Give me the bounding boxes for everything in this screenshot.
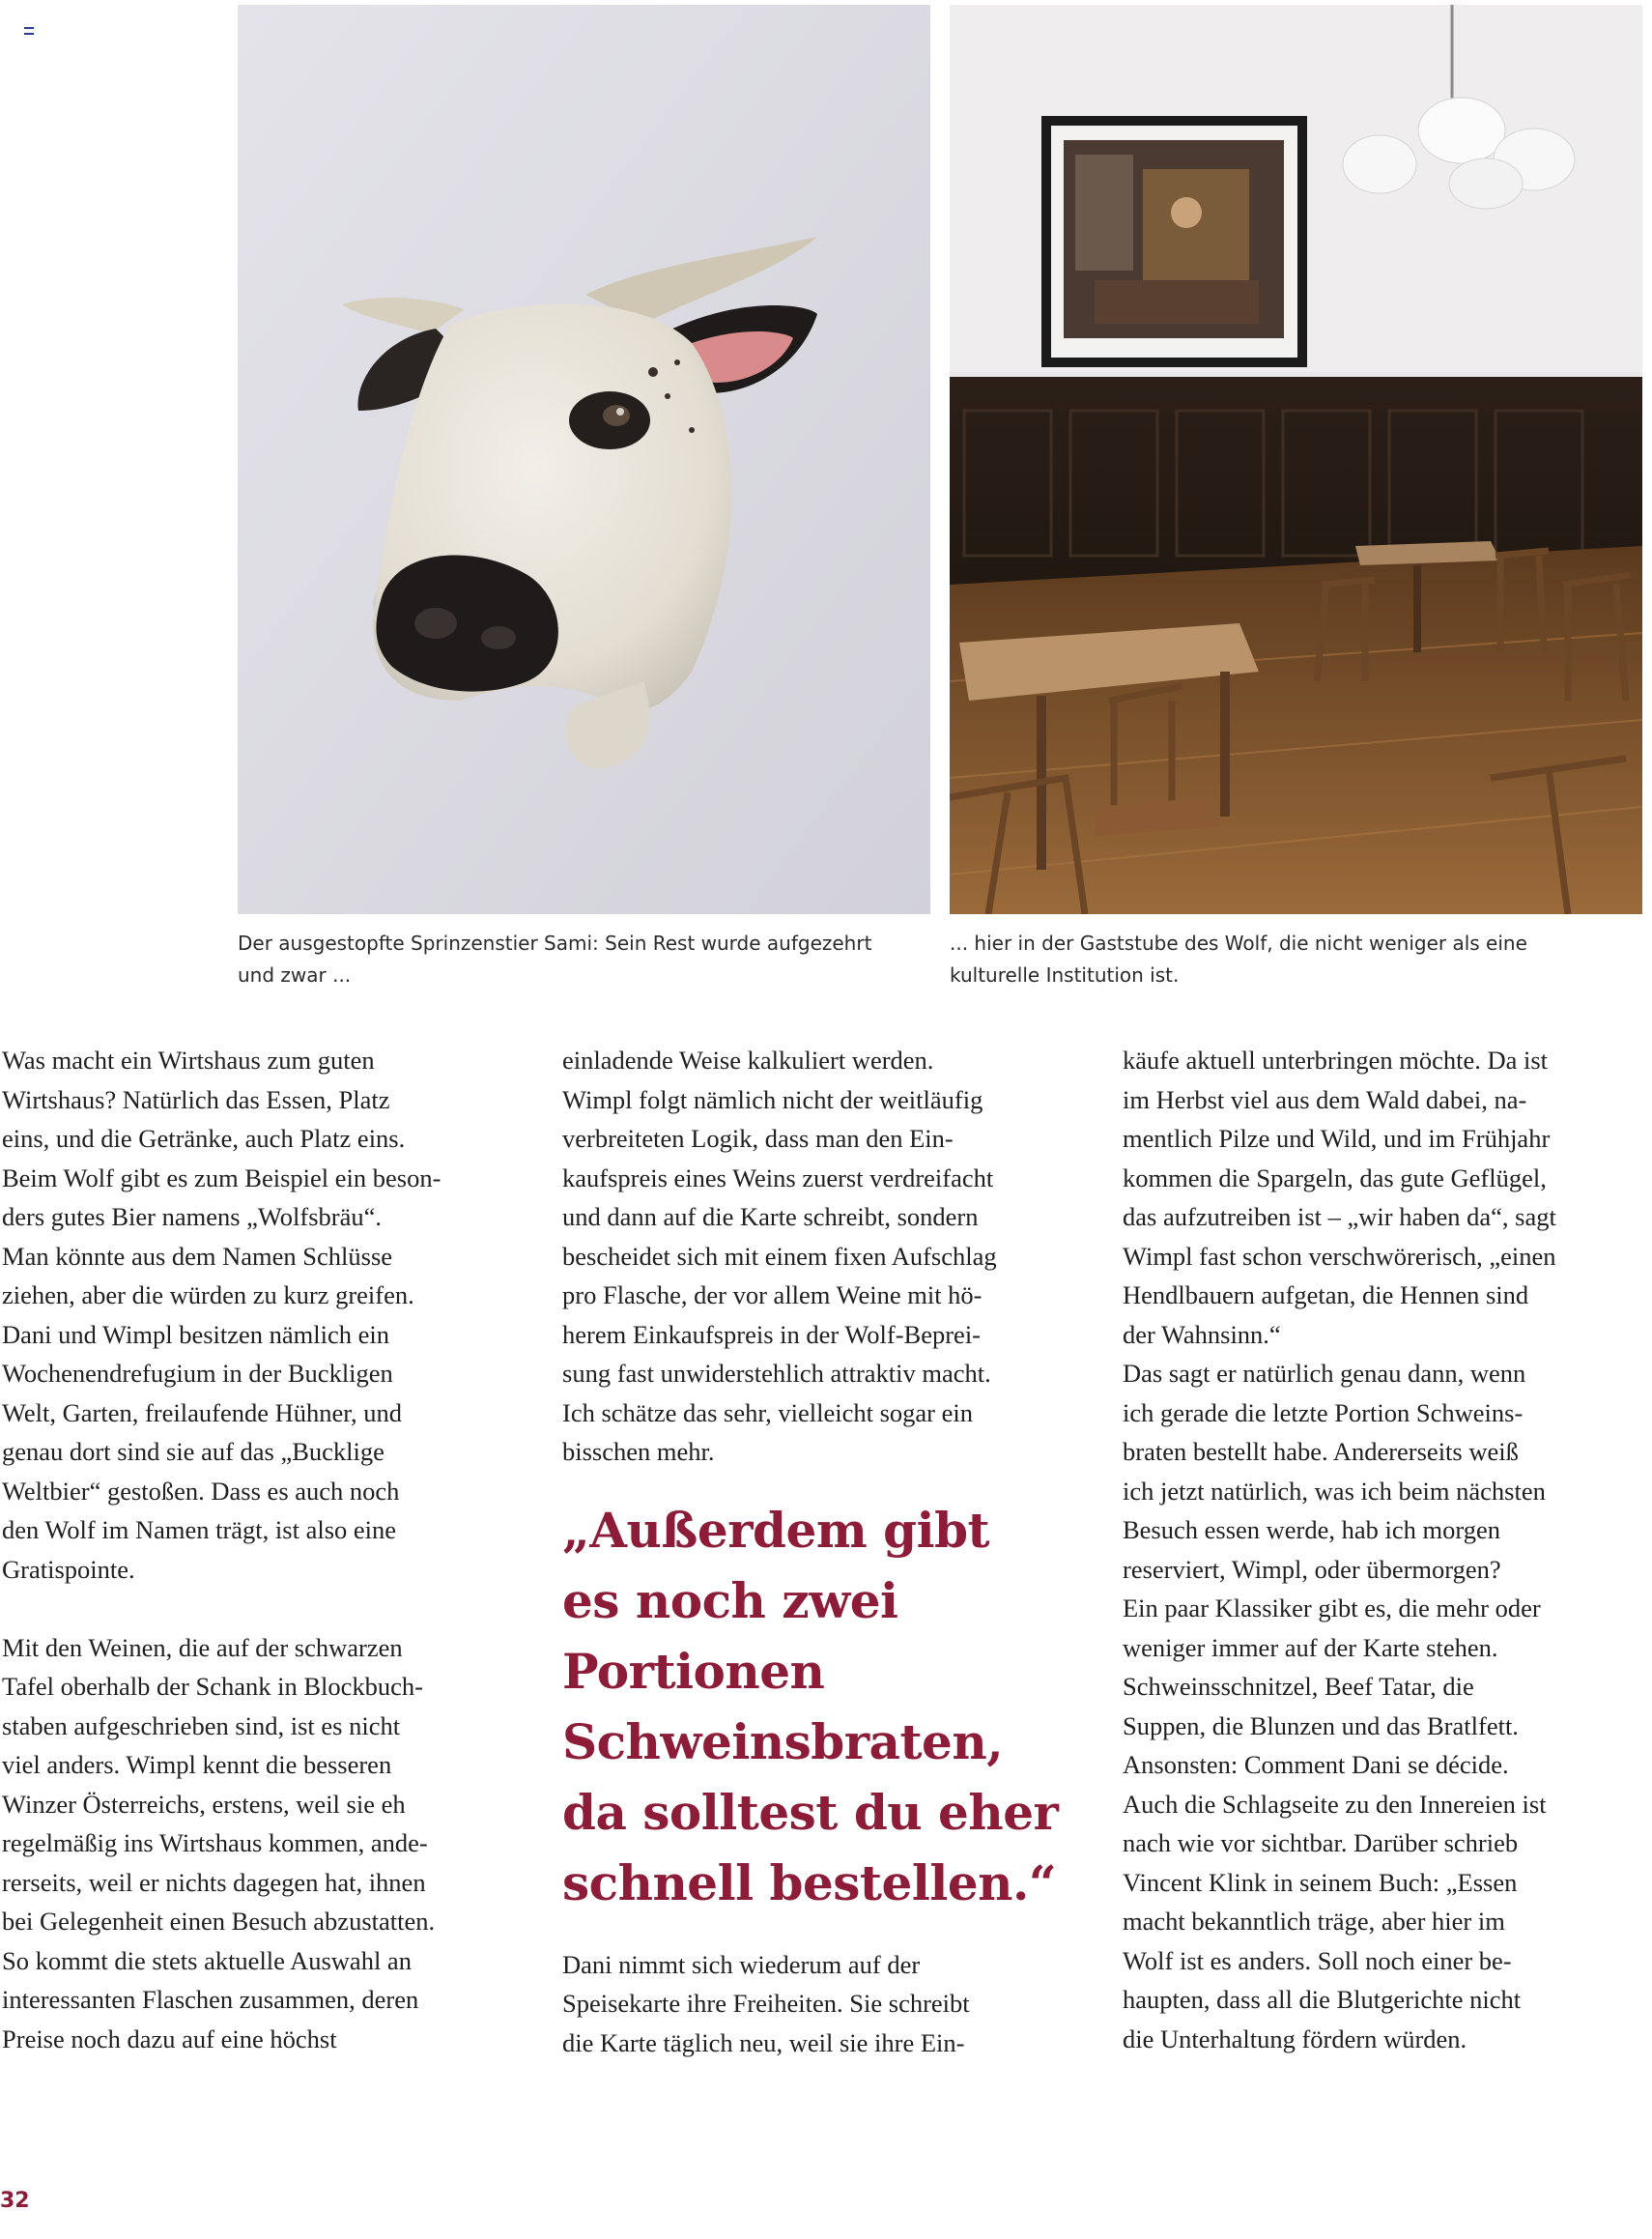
body-paragraph bbox=[562, 1041, 1098, 1472]
text-line: Weltbier“ gestoßen. Dass es auch noch bbox=[2, 1476, 400, 1506]
text-line: Suppen, die Blunzen und das Bratlfett. bbox=[1123, 1710, 1519, 1740]
body-paragraph bbox=[1123, 1354, 1649, 1589]
text-line: interessanten Flaschen zusammen, deren bbox=[2, 1985, 419, 2014]
quote-line: Schweinsbraten, bbox=[562, 1712, 1004, 1770]
text-line: viel anders. Wimpl kennt die besseren bbox=[2, 1750, 392, 1779]
text-line: bei Gelegenheit einen Besuch abzustatten. bbox=[2, 1907, 436, 1936]
text-line: kaufspreis eines Weins zuerst verdreifacht bbox=[562, 1163, 994, 1192]
text-line: Wirtshaus? Natürlich das Essen, Platz bbox=[2, 1084, 390, 1114]
text-line: käufe aktuell unterbringen möchte. Da ist bbox=[1123, 1046, 1549, 1075]
quote-line: es noch zwei bbox=[562, 1571, 898, 1629]
photo-dining-room bbox=[950, 5, 1642, 914]
quote-line: „Außerdem gibt bbox=[562, 1501, 990, 1559]
text-line: verbreiteten Logik, dass man den Ein- bbox=[562, 1124, 954, 1153]
caption-line: Der ausgestopfte Sprinzenstier Sami: Sein Rest wurde aufgezehrt bbox=[238, 932, 872, 955]
text-line: Welt, Garten, freilaufende Hühner, und bbox=[2, 1397, 403, 1427]
caption-line: ... hier in der Gaststube des Wolf, die nicht weniger als eine bbox=[950, 932, 1527, 955]
text-line: Speisekarte ihre Freiheiten. Sie schreibt bbox=[562, 1989, 970, 2018]
text-line: ich gerade die letzte Portion Schweins- bbox=[1123, 1397, 1524, 1427]
text-line: rerseits, weil er nichts dagegen hat, ihnen bbox=[2, 1867, 426, 1897]
text-line: Vincent Klink in seinem Buch: „Essen bbox=[1123, 1867, 1518, 1897]
article-column-2 bbox=[562, 1041, 1098, 2062]
text-line: Wimpl fast schon verschwörerisch, „einen bbox=[1123, 1241, 1556, 1271]
text-line: Besuch essen werde, hab ich morgen bbox=[1123, 1515, 1501, 1544]
text-line: staben aufgeschrieben sind, ist es nicht bbox=[2, 1710, 401, 1740]
text-line: regelmäßig ins Wirtshaus kommen, ande- bbox=[2, 1828, 428, 1857]
photo-bull-head bbox=[238, 5, 930, 914]
text-line: Beim Wolf gibt es zum Beispiel ein beson- bbox=[2, 1163, 441, 1192]
text-line: der Wahnsinn.“ bbox=[1123, 1319, 1281, 1349]
text-line: macht bekanntlich träge, aber hier im bbox=[1123, 1907, 1505, 1936]
text-line: genau dort sind sie auf das „Bucklige bbox=[2, 1437, 385, 1466]
text-line: Das sagt er natürlich genau dann, wenn bbox=[1123, 1359, 1526, 1388]
photo-caption-left bbox=[238, 928, 904, 991]
text-line: ders gutes Bier namens „Wolfsbräu“. bbox=[2, 1202, 383, 1231]
text-line: bescheidet sich mit einem fixen Aufschlag bbox=[562, 1241, 997, 1271]
text-line: kommen die Spargeln, das gute Geflügel, bbox=[1123, 1163, 1547, 1192]
text-line: Schweinsschnitzel, Beef Tatar, die bbox=[1123, 1672, 1474, 1701]
quote-line: schnell bestellen.“ bbox=[562, 1853, 1057, 1911]
text-line: Hendlbauern aufgetan, die Hennen sind bbox=[1123, 1280, 1529, 1309]
text-line: braten bestellt habe. Andererseits weiß bbox=[1123, 1437, 1519, 1466]
quote-line: da solltest du eher bbox=[562, 1783, 1059, 1841]
pull-quote bbox=[562, 1495, 1098, 1918]
text-line: So kommt die stets aktuelle Auswahl an bbox=[2, 1945, 412, 1975]
photo-caption-right bbox=[950, 928, 1616, 991]
text-line: nach wie vor sichtbar. Darüber schrieb bbox=[1123, 1828, 1519, 1857]
text-line: weniger immer auf der Karte stehen. bbox=[1123, 1632, 1498, 1662]
text-line: pro Flasche, der vor allem Weine mit hö- bbox=[562, 1280, 983, 1309]
text-line: reserviert, Wimpl, oder übermorgen? bbox=[1123, 1554, 1501, 1584]
text-line: sung fast unwiderstehlich attraktiv macht. bbox=[562, 1359, 991, 1388]
text-line: Winzer Österreichs, erstens, weil sie eh bbox=[2, 1789, 406, 1819]
body-paragraph bbox=[2, 1628, 538, 2059]
page-number: 32 bbox=[0, 2189, 30, 2213]
bull-head-illustration bbox=[238, 5, 930, 914]
text-line: herem Einkaufspreis in der Wolf-Beprei- bbox=[562, 1319, 982, 1349]
text-line: haupten, dass all die Blutgerichte nicht bbox=[1123, 1985, 1522, 2014]
text-line: Preise noch dazu auf eine höchst bbox=[2, 2024, 337, 2053]
text-line: Auch die Schlagseite zu den Innereien ist bbox=[1123, 1789, 1547, 1819]
text-line: Gratispointe. bbox=[2, 1554, 135, 1584]
text-line: und dann auf die Karte schreibt, sondern bbox=[562, 1202, 979, 1231]
text-line: das aufzutreiben ist – „wir haben da“, sagt bbox=[1123, 1202, 1556, 1231]
body-paragraph bbox=[562, 1945, 1098, 2063]
quote-line: Portionen bbox=[562, 1642, 825, 1700]
article-column-1 bbox=[2, 1041, 538, 2058]
text-line: die Unterhaltung fördern würden. bbox=[1123, 2024, 1467, 2053]
text-line: Ich schätze das sehr, vielleicht sogar ein bbox=[562, 1397, 973, 1427]
text-line: Tafel oberhalb der Schank in Blockbuch- bbox=[2, 1672, 423, 1701]
text-line: im Herbst viel aus dem Wald dabei, na- bbox=[1123, 1084, 1527, 1114]
text-line: Dani nimmt sich wiederum auf der bbox=[562, 1949, 921, 1979]
body-paragraph bbox=[2, 1041, 538, 1589]
text-line: eins, und die Getränke, auch Platz eins. bbox=[2, 1124, 406, 1153]
text-line: den Wolf im Namen trägt, ist also eine bbox=[2, 1515, 397, 1544]
text-line: Ansonsten: Comment Dani se décide. bbox=[1123, 1750, 1509, 1779]
text-line: Was macht ein Wirtshaus zum guten bbox=[2, 1046, 375, 1075]
text-line: Mit den Weinen, die auf der schwarzen bbox=[2, 1632, 403, 1662]
body-paragraph bbox=[1123, 1589, 1649, 2058]
text-line: Ein paar Klassiker gibt es, die mehr oder bbox=[1123, 1593, 1541, 1622]
text-line: Man könnte aus dem Namen Schlüsse bbox=[2, 1241, 393, 1271]
text-line: Wimpl folgt nämlich nicht der weitläufig bbox=[562, 1084, 983, 1114]
text-line: bisschen mehr. bbox=[562, 1437, 715, 1466]
text-line: ziehen, aber die würden zu kurz greifen. bbox=[2, 1280, 414, 1309]
caption-line: und zwar ... bbox=[238, 963, 352, 987]
text-line: ich jetzt natürlich, was ich beim nächsten bbox=[1123, 1476, 1546, 1506]
text-line: mentlich Pilze und Wild, und im Frühjahr bbox=[1123, 1124, 1551, 1153]
text-line: Dani und Wimpl besitzen nämlich ein bbox=[2, 1319, 390, 1349]
text-line: Wolf ist es anders. Soll noch einer be- bbox=[1123, 1945, 1512, 1975]
article-column-3 bbox=[1123, 1041, 1649, 2058]
corner-mark-icon bbox=[24, 27, 34, 35]
text-line: einladende Weise kalkuliert werden. bbox=[562, 1046, 934, 1075]
text-line: Wochenendrefugium in der Buckligen bbox=[2, 1359, 393, 1388]
caption-line: kulturelle Institution ist. bbox=[950, 963, 1180, 987]
text-line: die Karte täglich neu, weil sie ihre Ein- bbox=[562, 2027, 965, 2057]
body-paragraph bbox=[1123, 1041, 1649, 1354]
dining-room-illustration bbox=[950, 5, 1642, 914]
